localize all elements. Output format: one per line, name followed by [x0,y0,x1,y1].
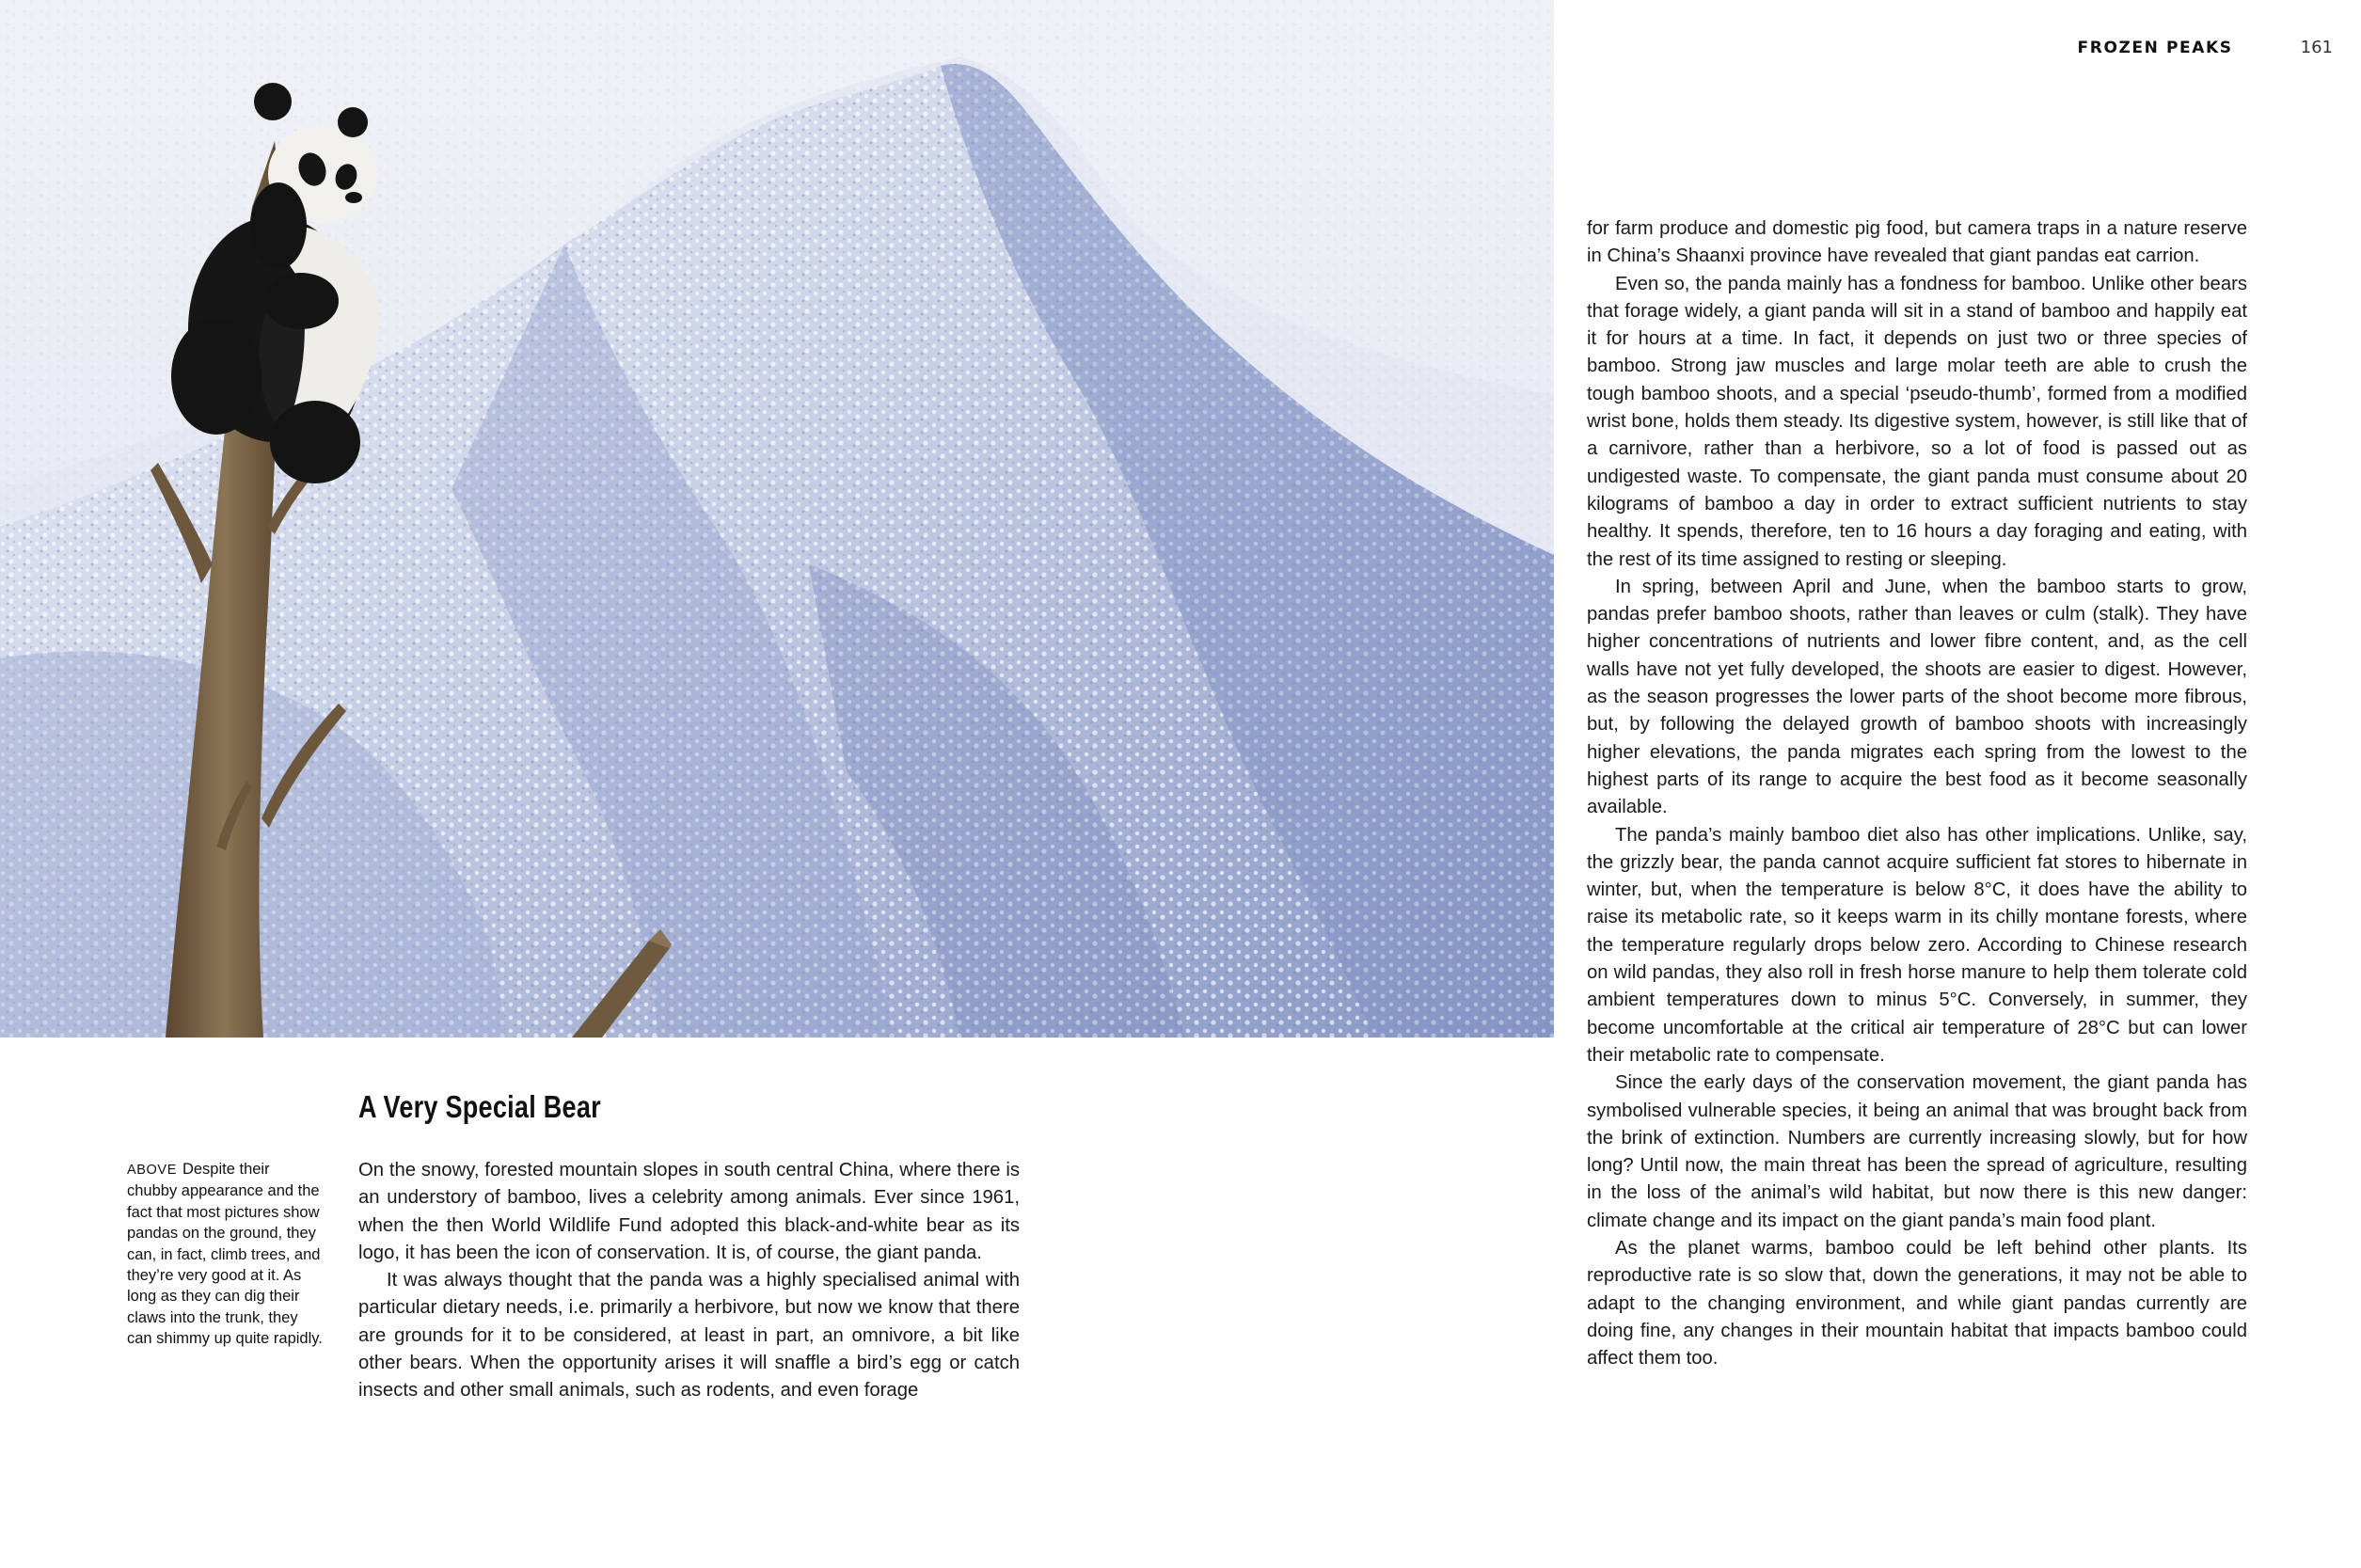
caption-label: ABOVE [127,1163,177,1178]
paragraph: The panda’s mainly bamboo diet also has other implications. Unlike, say, the grizzly bear, the panda cannot acquire sufficient fat stores to hibernate in winter, but, when the temperature is below 8°C, it does have the ability to raise its metabolic rate, so it keeps warm in its chilly montane forests, where the temperature regularly drops below zero. According to Chinese research on wild pandas, they also roll in fresh horse manure to help them tolerate cold ambient temperatures down to minus 5°C. Conversely, in summer, they become uncomfortable at the critical air temperature of 28°C but can lower their metabolic rate to compensate. [1587,824,2247,1066]
caption-text: Despite their chubby appearance and the fact that most pictures show pandas on the ground, they can, in fact, climb trees, and they’re very good at it. As long as they can dig their claws into the trunk, they can shimmy up quite rapidly. [127,1161,323,1348]
page-number: 161 [2300,38,2333,57]
paragraph: As the planet warms, bamboo could be left behind other plants. Its reproductive rate is so slow that, down the generations, it may not be able to adapt to the changing environment, and while giant pandas currently are doing fine, any changes in their mountain habitat that impacts bamboo could affect them too. [1587,1237,2247,1370]
paragraph: Since the early days of the conservation movement, the giant panda has symbolised vulnerable species, it being an animal that was brought back from the brink of extinction. Numbers are currently increasing slowly, but for how long? Until now, the main threat has been the spread of agriculture, resulting in the loss of the animal’s wild habitat, but now there is this new danger: climate change and its impact on the giant panda’s main food plant. [1587,1072,2247,1231]
body-column-left [358,1157,1020,1405]
paragraph: for farm produce and domestic pig food, but camera traps in a nature reserve in China’s Shaanxi province have revealed that giant pandas eat carrion. [1587,218,2247,267]
panda-on-tree-illustration [0,0,1554,1037]
paragraph: Even so, the panda mainly has a fondness for bamboo. Unlike other bears that forage widely, a giant panda will sit in a stand of bamboo and happily eat it for hours at a time. In fact, it depends on just two or three species of bamboo. Strong jaw muscles and large molar teeth are able to crush the tough bamboo shoots, and a special ‘pseudo-thumb’, formed from a modified wrist bone, holds them steady. Its digestive system, however, is still like that of a carnivore, rather than a herbivore, so a lot of food is passed out as undigested waste. To compensate, the giant panda must consume about 20 kilograms of bamboo a day in order to extract sufficient nutrients to stay healthy. It spends, therefore, ten to 16 hours a day foraging and eating, with the rest of its time assigned to resting or sleeping. [1587,273,2247,570]
paragraph: It was always thought that the panda was a highly specialised animal with particular dietary needs, i.e. primarily a herbivore, but now we know that there are grounds for it to be considered, at least in part, an omnivore, a bit like other bears. When the opportunity arises it will snaffle a bird’s egg or catch insects and other small animals, such as rodents, and even forage [358,1270,1020,1402]
panda-photo [0,0,1554,1037]
running-head [2078,38,2333,57]
article-heading: A Very Special Bear [358,1089,601,1124]
paragraph: In spring, between April and June, when the bamboo starts to grow, pandas prefer bamboo shoots, rather than leaves or culm (stalk). They have higher concentrations of nutrients and lower fibre content, and, as the cell walls have not yet fully developed, the shoots are easier to digest. However, as the season progresses the lower parts of the shoot become more fibrous, but, by following the delayed growth of bamboo shoots with increasingly higher elevations, the panda migrates each spring from the lowest to the highest parts of its range to acquire the best food as it become seasonally available. [1587,576,2247,818]
paragraph: On the snowy, forested mountain slopes in south central China, where there is an understory of bamboo, lives a celebrity among animals. Ever since 1961, when the then World Wildlife Fund adopted this black-and-white bear as its logo, it has been the icon of conservation. It is, of course, the giant panda. [358,1160,1020,1263]
body-column-right [1587,215,2247,1372]
photo-caption [127,1159,323,1350]
section-title: FROZEN PEAKS [2077,38,2233,57]
